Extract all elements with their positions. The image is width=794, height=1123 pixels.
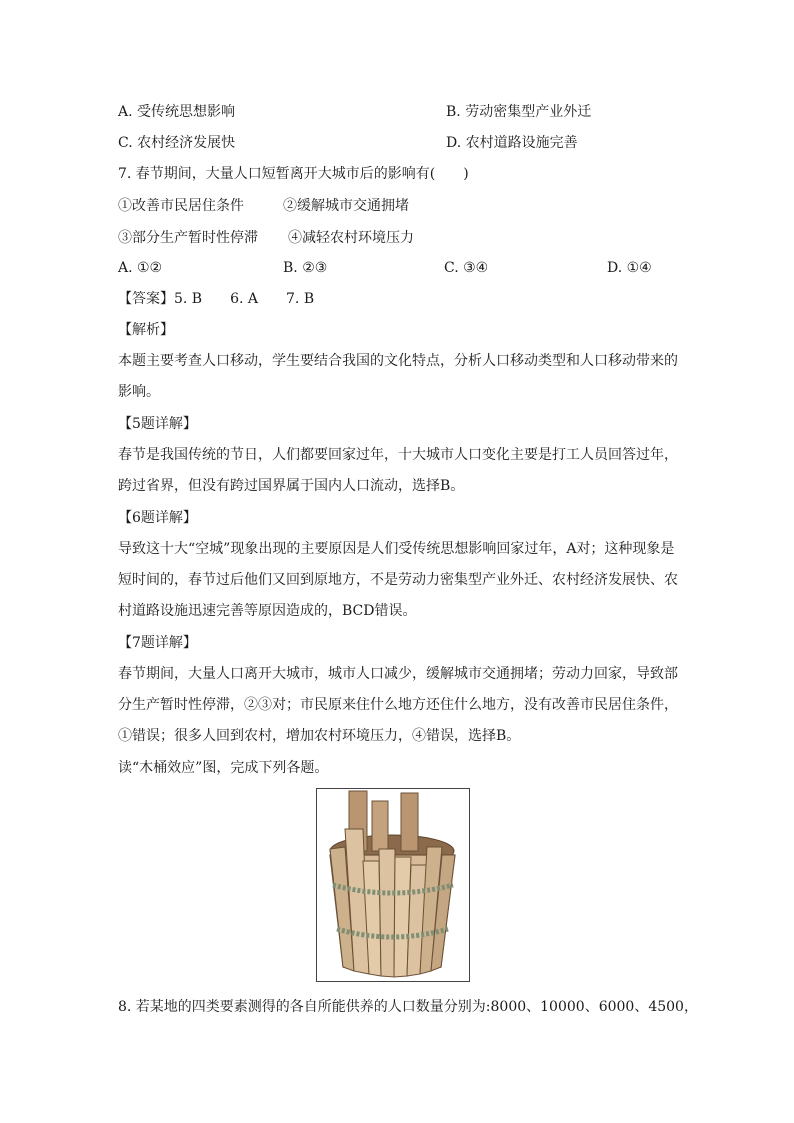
q6-option-d: D. 农村道路设施完善 xyxy=(446,135,578,151)
detail5-text: 春节是我国传统的节日，人们都要回家过年，十大城市人口变化主要是打工人员回答过年，跨过省界，但没有跨过国界属于国内人口流动，选择B。 xyxy=(118,447,678,494)
figure-intro: 读“木桶效应”图，完成下列各题。 xyxy=(118,760,329,776)
q6-option-b: B. 劳动密集型产业外迁 xyxy=(446,104,592,120)
q8-stem: 8. 若某地的四类要素测得的各自所能供养的人口数量分别为:8000、10000、6000、4500， xyxy=(118,999,698,1015)
detail5-heading: 【5题详解】 xyxy=(118,416,197,432)
q7-option-d: D. ①④ xyxy=(607,260,652,276)
answer-line: 【答案】5. B 6. A 7. B xyxy=(118,291,315,307)
analysis-heading: 【解析】 xyxy=(118,322,174,338)
detail7-heading: 【7题详解】 xyxy=(118,635,197,651)
analysis-text: 本题主要考查人口移动，学生要结合我国的文化特点，分析人口移动类型和人口移动带来的影响。 xyxy=(118,353,678,400)
q6-option-a: A. 受传统思想影响 xyxy=(118,104,236,120)
detail6-heading: 【6题详解】 xyxy=(118,510,197,526)
q7-item-4: ④减轻农村环境压力 xyxy=(288,230,414,246)
q7-option-b: B. ②③ xyxy=(283,260,328,276)
q7-item-1: ①改善市民居住条件 xyxy=(118,198,244,214)
detail6-text: 导致这十大“空城”现象出现的主要原因是人们受传统思想影响回家过年，A对；这种现象是短时间的，春节过后他们又回到原地方，不是劳动力密集型产业外迁、农村经济发展快、农村道路设施迅速完善等原因造成的，BCD错误。 xyxy=(118,541,678,619)
detail7-text: 春节期间，大量人口离开大城市，城市人口减少，缓解城市交通拥堵；劳动力回家，导致部分生产暂时性停滞，②③对；市民原来住什么地方还住什么地方，没有改善市民居住条件，①错误；很多人回到农村，增加农村环境压力，④错误，选择B。 xyxy=(118,666,678,744)
q7-stem: 7. 春节期间，大量人口短暂离开大城市后的影响有( ) xyxy=(118,166,469,182)
q7-item-3: ③部分生产暂时性停滞 xyxy=(118,230,258,246)
q7-option-c: C. ③④ xyxy=(444,260,489,276)
q6-option-c: C. 农村经济发展快 xyxy=(118,135,236,151)
wooden-bucket-icon xyxy=(317,789,468,980)
q7-item-2: ②缓解城市交通拥堵 xyxy=(283,198,409,214)
q7-option-a: A. ①② xyxy=(118,260,163,276)
bucket-figure xyxy=(316,788,470,982)
